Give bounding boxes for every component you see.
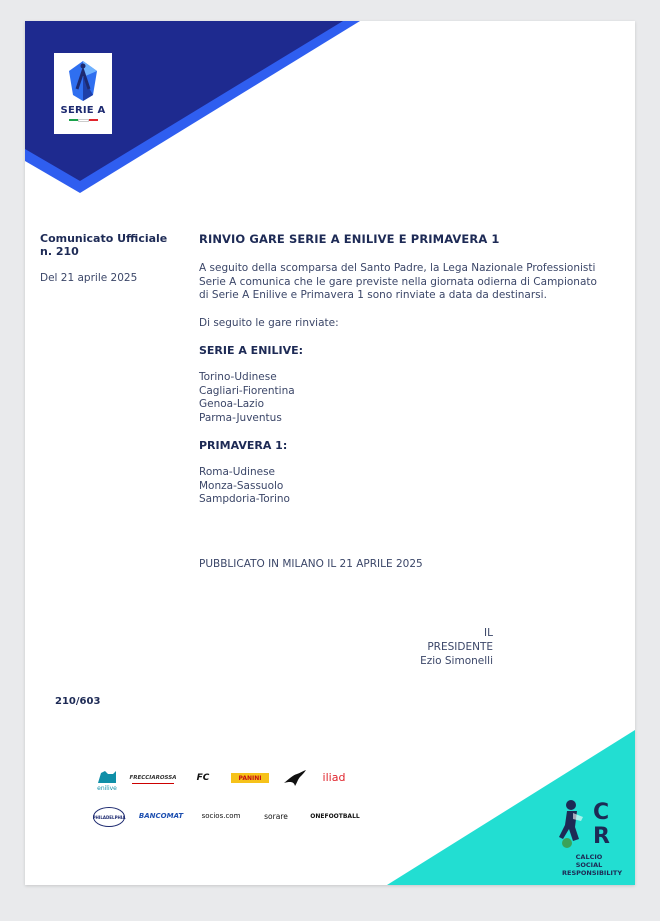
philadelphia-logo: PHILADELPHIA [93,807,125,827]
games-intro: Di seguito le gare rinviate: [199,316,339,329]
publication-line: PUBBLICATO IN MILANO IL 21 APRILE 2025 [199,558,423,570]
communique-date: Del 21 aprile 2025 [40,272,138,284]
csr-caption [562,853,623,877]
intro-paragraph: A seguito della scomparsa del Santo Padre, la Lega Nazionale Professionisti Serie A comunica che le gare previste nella giornata odierna di Campionato di Serie A Enilive e Primavera 1 sono rinviate a data da destinarsi. [199,262,597,301]
section-serie-a-title: SERIE A ENILIVE: [199,344,304,357]
document-heading: RINVIO GARE SERIE A ENILIVE E PRIMAVERA 1 [199,232,500,246]
frecciarossa-logo: FRECCIAROSSA [132,773,174,784]
sorare-logo: sorare [264,811,288,821]
communique-number: n. 210 [40,245,79,258]
onefootball-logo: ONEFOOTBALL [310,812,360,820]
csr-logo [553,791,623,853]
enilive-logo: enilive [93,766,121,794]
document-page [25,21,635,885]
section-primavera-title: PRIMAVERA 1: [199,439,288,452]
game-item: Parma-Juventus [199,411,282,424]
logo-text: SERIE A [60,105,106,116]
csr-line1: CALCIO SOCIAL [575,853,603,869]
csr-mark-r: R [593,824,610,849]
game-item: Monza-Sassuolo [199,479,284,492]
dog-icon [96,769,118,785]
panini-logo: PANINI [231,773,269,783]
csr-line2: RESPONSIBILITY [562,869,623,877]
puma-logo [282,768,308,788]
signature-role: IL PRESIDENTE [427,627,493,653]
protocol-number: 210/603 [55,696,101,707]
game-item: Cagliari-Fiorentina [199,384,295,397]
csr-mark-c: C [593,800,610,825]
socios-logo: socios.com [201,812,241,820]
signature-name: Ezio Simonelli [420,655,493,667]
game-item: Sampdoria-Torino [199,493,290,505]
footer-triangle [25,21,635,885]
game-item: Torino-Udinese [199,371,277,383]
fc-logo: FC [196,773,210,783]
game-item: Genoa-Lazio [199,398,265,410]
iliad-logo: iliad [322,770,346,784]
bancomat-logo: BANCOMAT [138,812,184,820]
communique-title: Comunicato Ufficiale [40,232,168,245]
puma-cat-icon [283,769,307,787]
game-item: Roma-Udinese [199,466,276,478]
